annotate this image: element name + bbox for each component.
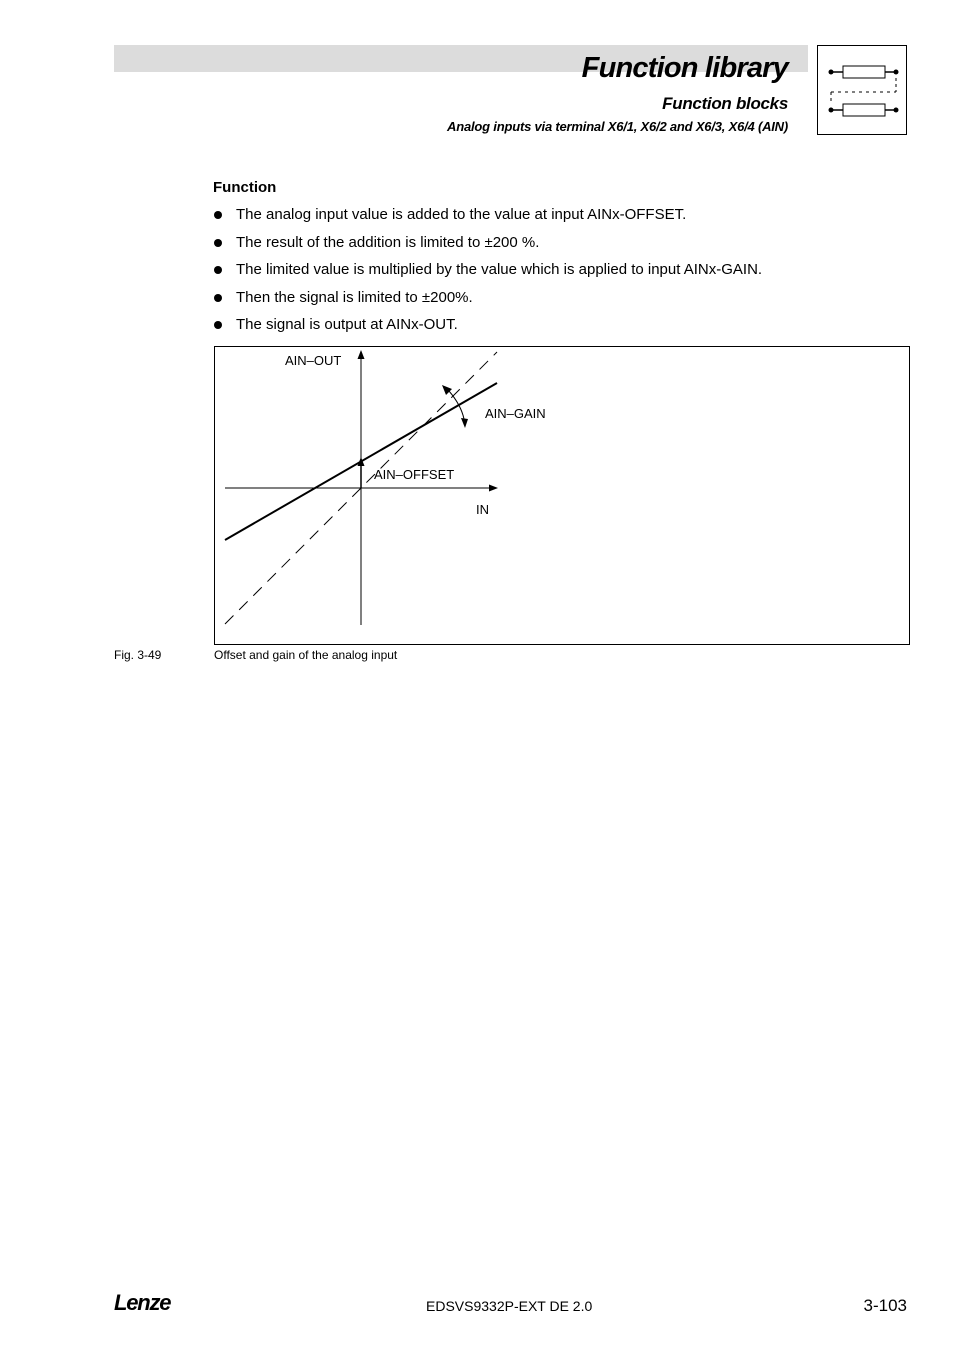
in-axis-label: IN [476, 502, 489, 517]
list-item-text: Then the signal is limited to ±200%. [236, 288, 473, 306]
list-item [213, 288, 913, 316]
bullet-icon [214, 211, 222, 219]
function-block-icon [817, 45, 907, 135]
offset-gain-diagram [214, 346, 910, 645]
page-title: Function library [581, 52, 788, 84]
page-subsubtitle: Analog inputs via terminal X6/1, X6/2 and X6/3, X6/4 (AIN) [447, 119, 788, 134]
brand-logo-text: Lenze [114, 1290, 171, 1314]
bullet-icon [214, 239, 222, 247]
document-id: EDSVS9332P-EXT DE 2.0 [426, 1298, 593, 1314]
list-item-text: The limited value is multiplied by the value which is applied to input AINx-GAIN. [236, 261, 763, 278]
brand-logo [114, 1290, 184, 1319]
list-item [213, 260, 913, 288]
section-heading: Function [213, 179, 277, 196]
page-number: 3-103 [863, 1296, 907, 1315]
list-item-text: The result of the addition is limited to ±200 %. [236, 233, 540, 251]
list-item-text: The signal is output at AINx-OUT. [236, 316, 458, 333]
out-axis-label: AIN–OUT [285, 353, 342, 368]
list-item [213, 205, 913, 233]
page-subtitle: Function blocks [662, 94, 788, 113]
y-axis-arrow [358, 350, 365, 359]
gain-arc-arrowhead-bottom [461, 418, 468, 428]
bullet-icon [214, 321, 222, 329]
list-item [213, 233, 913, 261]
offset-label: AIN–OFFSET [374, 467, 455, 482]
bullet-list [213, 205, 913, 343]
gain-arc [449, 391, 464, 419]
list-item-text: The analog input value is added to the value at input AINx-OFFSET. [236, 206, 687, 223]
bullet-icon [214, 266, 222, 274]
gain-label: AIN–GAIN [485, 406, 546, 421]
figure-caption: Offset and gain of the analog input [214, 648, 398, 662]
x-axis-arrow [489, 485, 498, 492]
list-item [213, 315, 913, 343]
figure-number: Fig. 3-49 [114, 648, 162, 662]
bullet-icon [214, 294, 222, 302]
offset-arrowhead [358, 457, 365, 466]
